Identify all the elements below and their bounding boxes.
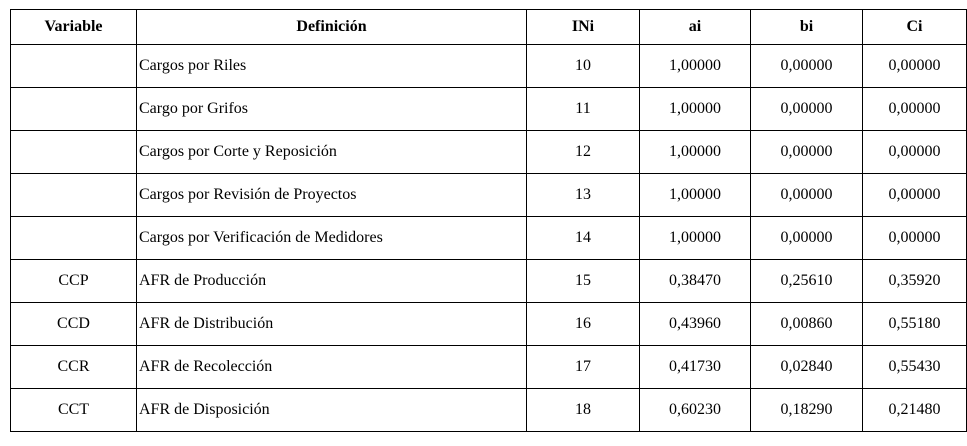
cell-definicion: Cargos por Corte y Reposición xyxy=(137,131,527,174)
cell-ci: 0,00000 xyxy=(863,131,967,174)
cell-bi: 0,25610 xyxy=(751,260,863,303)
cell-ini: 14 xyxy=(527,217,640,260)
header-bi: bi xyxy=(751,10,863,45)
cell-ai: 1,00000 xyxy=(640,131,751,174)
cell-ai: 0,43960 xyxy=(640,303,751,346)
cell-ai: 0,60230 xyxy=(640,389,751,432)
header-variable: Variable xyxy=(11,10,137,45)
cell-definicion: AFR de Recolección xyxy=(137,346,527,389)
cell-ci: 0,00000 xyxy=(863,174,967,217)
cell-variable: CCR xyxy=(11,346,137,389)
cell-bi: 0,02840 xyxy=(751,346,863,389)
cell-ini: 10 xyxy=(527,45,640,88)
cell-ci: 0,00000 xyxy=(863,217,967,260)
data-table xyxy=(10,9,967,432)
cell-ci: 0,35920 xyxy=(863,260,967,303)
table-header xyxy=(11,10,967,45)
cell-bi: 0,00000 xyxy=(751,45,863,88)
cell-ai: 0,41730 xyxy=(640,346,751,389)
cell-ai: 1,00000 xyxy=(640,174,751,217)
cell-bi: 0,00000 xyxy=(751,131,863,174)
cell-definicion: AFR de Disposición xyxy=(137,389,527,432)
cell-variable: CCD xyxy=(11,303,137,346)
cell-definicion: Cargos por Revisión de Proyectos xyxy=(137,174,527,217)
table-row xyxy=(11,389,967,432)
header-ai: ai xyxy=(640,10,751,45)
cell-variable xyxy=(11,88,137,131)
cell-definicion: Cargo por Grifos xyxy=(137,88,527,131)
table-row xyxy=(11,217,967,260)
cell-ai: 1,00000 xyxy=(640,88,751,131)
cell-ci: 0,55430 xyxy=(863,346,967,389)
cell-ini: 13 xyxy=(527,174,640,217)
header-row xyxy=(11,10,967,45)
cell-ini: 15 xyxy=(527,260,640,303)
cell-bi: 0,00000 xyxy=(751,217,863,260)
cell-ini: 11 xyxy=(527,88,640,131)
cell-definicion: Cargos por Riles xyxy=(137,45,527,88)
cell-definicion: Cargos por Verificación de Medidores xyxy=(137,217,527,260)
cell-definicion: AFR de Producción xyxy=(137,260,527,303)
table-row xyxy=(11,45,967,88)
table-row xyxy=(11,174,967,217)
cell-ai: 0,38470 xyxy=(640,260,751,303)
cell-bi: 0,18290 xyxy=(751,389,863,432)
cell-ini: 17 xyxy=(527,346,640,389)
cell-ini: 16 xyxy=(527,303,640,346)
table-row xyxy=(11,88,967,131)
cell-variable xyxy=(11,217,137,260)
cell-ci: 0,55180 xyxy=(863,303,967,346)
table-row xyxy=(11,303,967,346)
header-definicion: Definición xyxy=(137,10,527,45)
cell-definicion: AFR de Distribución xyxy=(137,303,527,346)
cell-ai: 1,00000 xyxy=(640,45,751,88)
table-row xyxy=(11,260,967,303)
table-body xyxy=(11,45,967,432)
cell-ini: 12 xyxy=(527,131,640,174)
cell-variable: CCP xyxy=(11,260,137,303)
cell-variable xyxy=(11,131,137,174)
cell-variable xyxy=(11,45,137,88)
cell-ini: 18 xyxy=(527,389,640,432)
cell-bi: 0,00000 xyxy=(751,174,863,217)
cell-variable: CCT xyxy=(11,389,137,432)
cell-ci: 0,00000 xyxy=(863,88,967,131)
cell-ai: 1,00000 xyxy=(640,217,751,260)
cell-ci: 0,21480 xyxy=(863,389,967,432)
cell-bi: 0,00000 xyxy=(751,88,863,131)
table-row xyxy=(11,346,967,389)
table-row xyxy=(11,131,967,174)
cell-variable xyxy=(11,174,137,217)
cell-ci: 0,00000 xyxy=(863,45,967,88)
header-ci: Ci xyxy=(863,10,967,45)
header-ini: INi xyxy=(527,10,640,45)
cell-bi: 0,00860 xyxy=(751,303,863,346)
